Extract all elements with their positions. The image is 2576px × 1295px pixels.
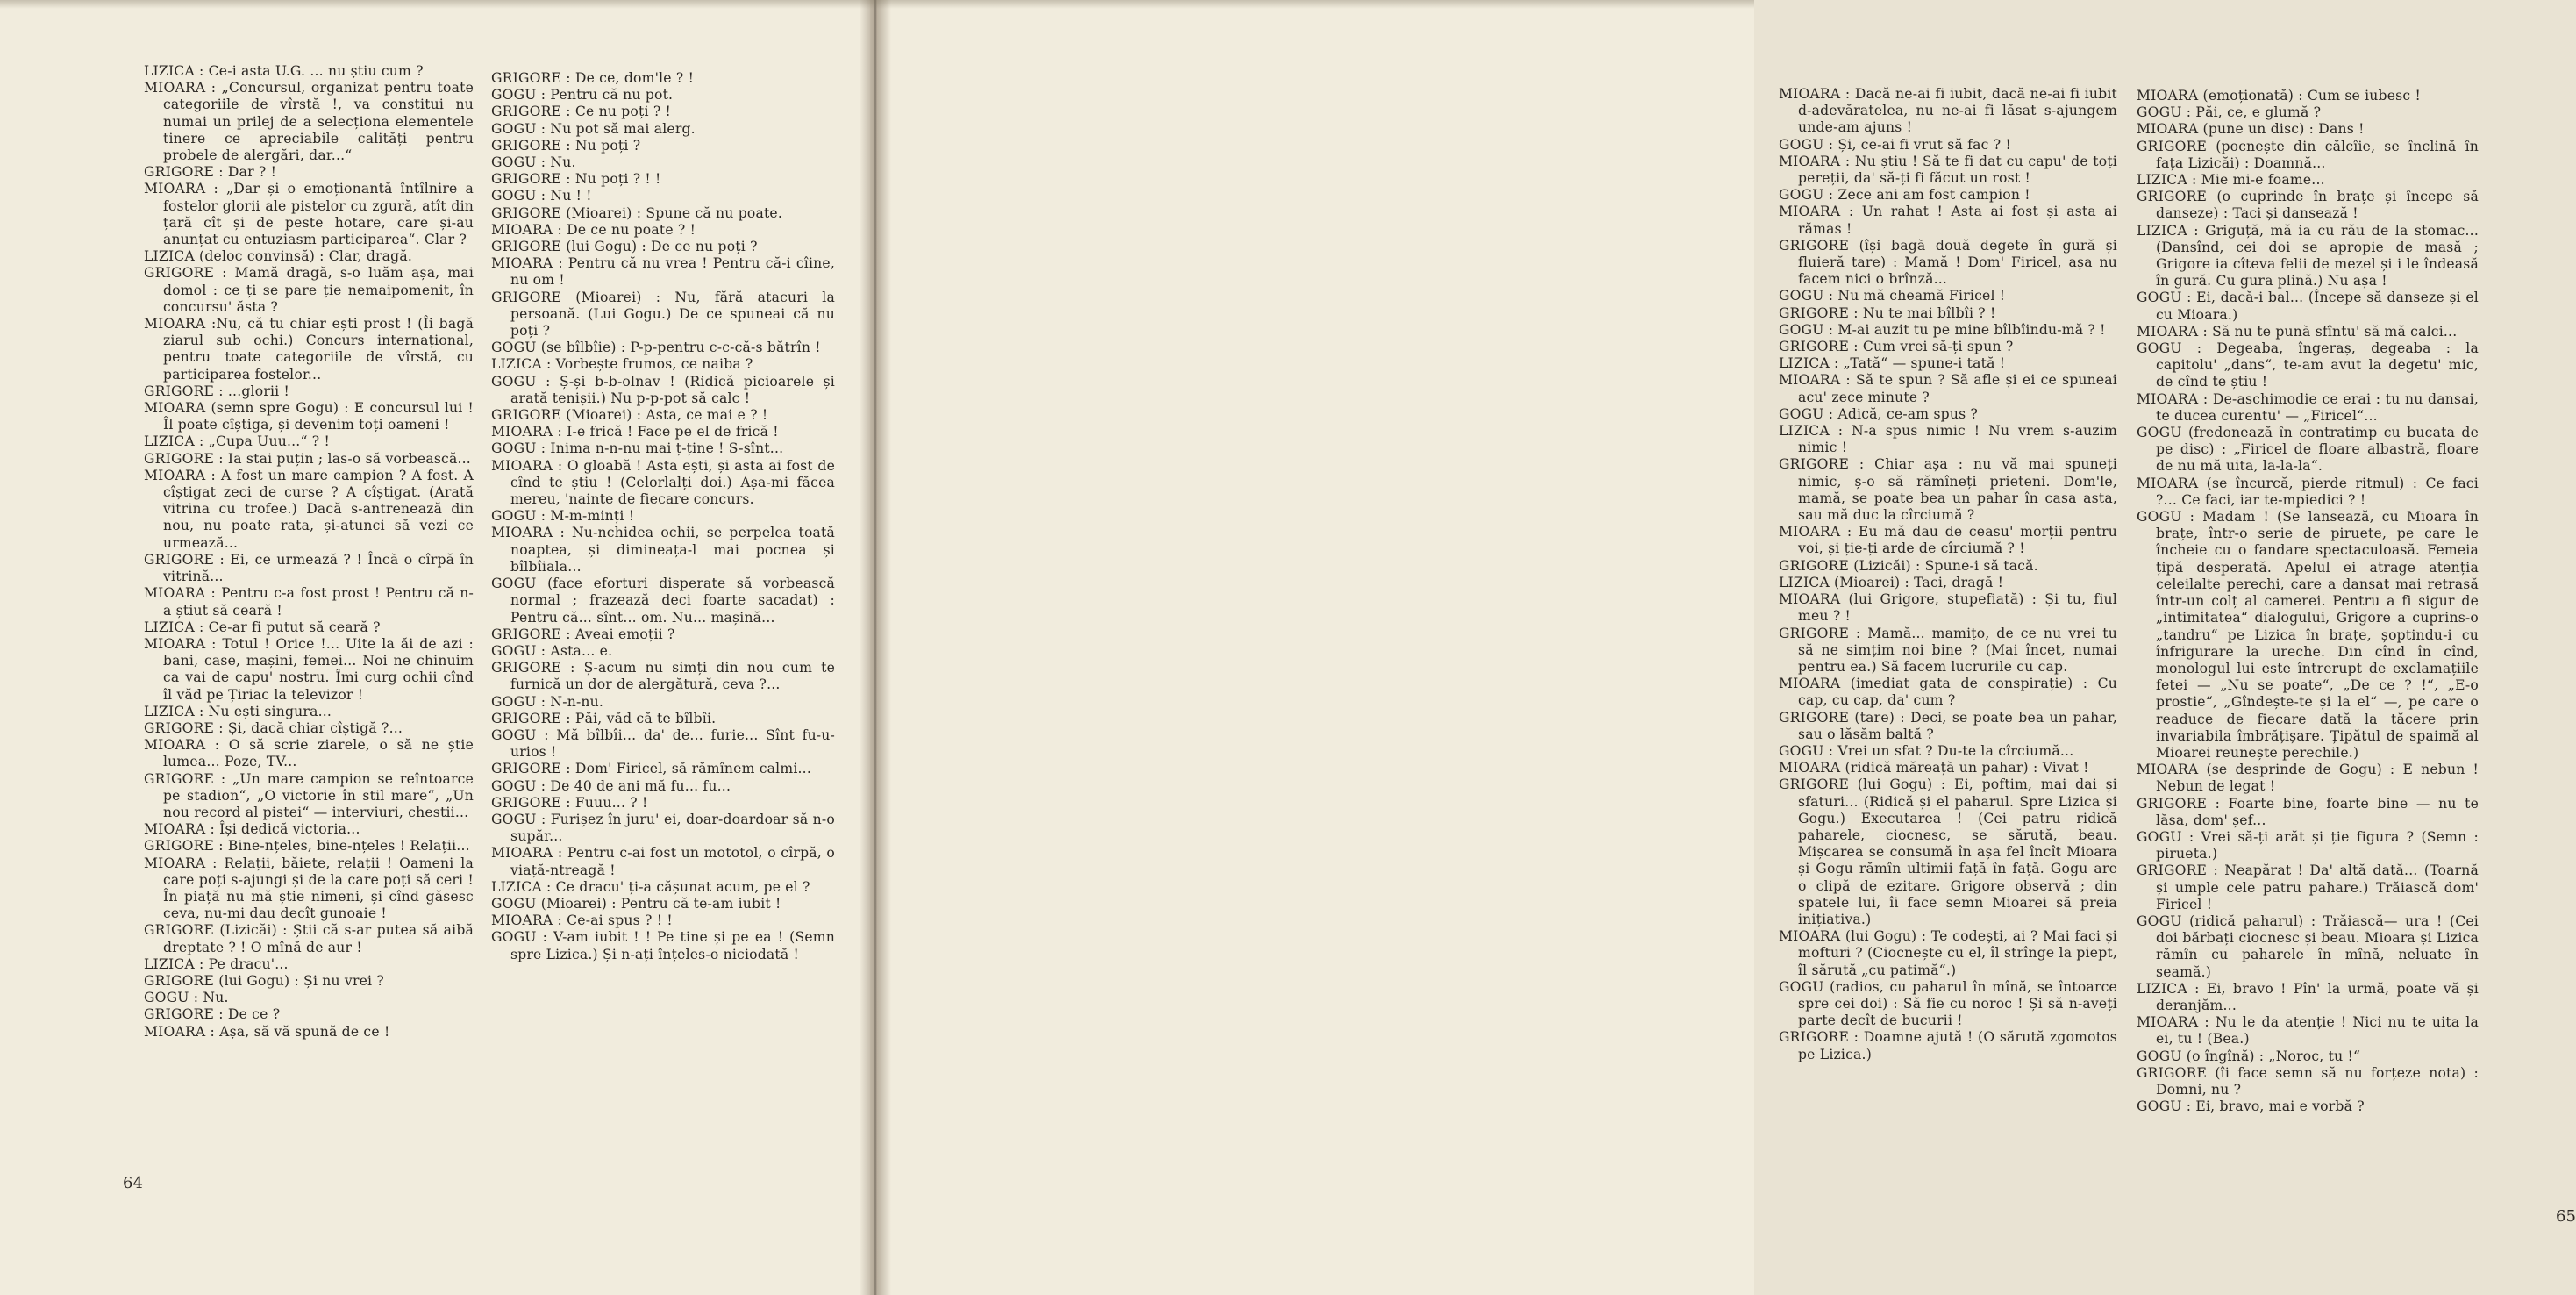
dialogue-line: GRIGORE : Mamă dragă, s-o luăm așa, mai domol : ce ți se pare ție nemaipomenit, în concursu' ăsta ? [144, 265, 474, 315]
dialogue-line: MIOARA : Așa, să vă spună de ce ! [144, 1023, 390, 1040]
dialogue-line: LIZICA : „Cupa Uuu...“ ? ! [144, 433, 330, 450]
dialogue-line: MIOARA : Își dedică victoria... [144, 821, 360, 838]
dialogue-line: GRIGORE : Neapărat ! Da' altă dată... (Toarnă și umple cele patru pahare.) Trăiască dom' Firicel ! [2137, 862, 2479, 912]
dialogue-line: LIZICA : Ei, bravo ! Pîn' la urmă, poate vă și deranjăm... [2137, 980, 2479, 1013]
dialogue-line: GOGU : Madam ! (Se lansează, cu Mioara în brațe, într-o serie de piruete, pe care le încheie cu o fandare spectaculoasă. Femeia țipă desperată. Apelul ei atrage atenția celeilalte perechi, care a dansat mai retrasă într-un colț al camerei. Pentru a fi sigur de „intimitatea“ dialogului, Grigore a cuprins-o „tandru“ pe Lizica în brațe, șoptindu-i cu înfrigurare la ureche. Din cînd în cînd, monologul lui este întrerupt de exclamațiile fetei — „Nu se poate“, „De ce ? !“, „E-o prostie“, „Gîndește-te și la el“ —, pe care o readuce de fiecare dată la tăcere prin invariabila îmbrățișare. Țipătul de spaimă al Mioarei reunește perechile.) [2137, 509, 2479, 761]
dialogue-line: GRIGORE (Mioarei) : Spune că nu poate. [491, 204, 783, 221]
dialogue-line: LIZICA : Ce-i asta U.G. ... nu știu cum ? [144, 63, 424, 79]
dialogue-line: GOGU : Nu pot să mai alerg. [491, 120, 696, 137]
dialogue-line: GOGU : Asta... e. [491, 642, 613, 659]
dialogue-line: GOGU : Pentru că nu pot. [491, 87, 674, 104]
dialogue-line: MIOARA (ridică măreață un pahar) : Vivat ! [1779, 760, 2089, 776]
dialogue-line: GRIGORE : Ce nu poți ? ! [491, 104, 672, 120]
dialogue-line: GRIGORE : Păi, văd că te bîlbîi. [491, 710, 717, 726]
dialogue-line: GOGU : Zece ani am fost campion ! [1779, 187, 2030, 204]
dialogue-line: GRIGORE : Fuuu... ? ! [491, 794, 648, 811]
dialogue-line: GOGU : Mă bîlbîi... da' de... furie... Sînt fu-u-urios ! [491, 726, 835, 761]
dialogue-line: GRIGORE (lui Gogu) : Ei, poftim, mai dai și sfaturi... (Ridică și el paharul. Spre Lizica și Gogu.) Executarea ! (Cei patru ridică paharele, ciocnesc, se sărută, beau. Mișcarea se consumă în așa fel încît Mioara și Gogu rămîn ultimii față în față. Gogu are o clipă de ezitare. Grigore observă ; din spatele lui, îi face semn Mioarei să preia inițiativa.) [1779, 776, 2117, 927]
dialogue-line: MIOARA (emoționată) : Cum se iubesc ! [2137, 88, 2421, 104]
dialogue-line: GOGU : Ș-și b-b-olnav ! (Ridică picioarele și arată tenișii.) Nu p-p-pot să calc ! [491, 373, 835, 406]
dialogue-line: GOGU (se bîlbîie) : P-p-pentru c-c-că-s bătrîn ! [491, 340, 821, 356]
page-number-right: 65 [2556, 1207, 2576, 1226]
dialogue-line: GOGU : M-ai auzit tu pe mine bîlbîindu-mă ? ! [1779, 321, 2106, 338]
dialogue-line: MIOARA : Nu-nchidea ochii, se perpelea toată noaptea, și dimineața-l mai pocnea și bîlbîiala... [491, 525, 835, 575]
dialogue-line: GOGU : N-n-nu. [491, 693, 604, 710]
dialogue-line: GOGU : Păi, ce, e glumă ? [2137, 104, 2322, 121]
dialogue-line: MIOARA : Totul ! Orice !... Uite la ăi de azi : bani, case, mașini, femei... Noi ne chinuim ca vai de capu' nostru. Îmi curg ochii cînd îl văd pe Țiriac la televizor ! [144, 635, 474, 703]
dialogue-line: MIOARA (lui Gogu) : Te codești, ai ? Mai faci și mofturi ? (Ciocnește cu el, îl strînge la piept, îl sărută „cu patimă“.) [1779, 928, 2117, 978]
dialogue-line: GRIGORE : Aveai emoții ? [491, 626, 675, 642]
dialogue-line: MIOARA : Relații, băiete, relații ! Oameni la care poți s-ajungi și de la care poți să ceri ! În piață nu mă știe nimeni, și cînd găsesc ceva, nu-mi dau decît gunoaie ! [144, 855, 474, 922]
dialogue-line: GOGU (radios, cu paharul în mînă, se întoarce spre cei doi) : Să fie cu noroc ! Și să n-aveți parte decît de bucurii ! [1779, 978, 2117, 1029]
dialogue-line: GRIGORE : „Un mare campion se reîntoarce pe stadion“, „O victorie în stil mare“, „Un nou record al pistei“ — interviuri, chestii... [144, 770, 474, 820]
dialogue-line: MIOARA : A fost un mare campion ? A fost. A cîștigat zeci de curse ? A cîștigat. (Arată vitrina cu trofee.) Dacă s-antrenează din nou, nu poate rata, și-atunci să vezi ce urmează... [144, 467, 474, 551]
dialogue-line: LIZICA : Vorbește frumos, ce naiba ? [491, 356, 753, 373]
dialogue-line: MIOARA : Nu le da atenție ! Nici nu te uita la ei, tu ! (Bea.) [2137, 1014, 2479, 1048]
dialogue-line: MIOARA (imediat gata de conspirație) : Cu cap, cu cap, da' cum ? [1779, 676, 2117, 709]
dialogue-line: GOGU : Degeaba, îngeraș, degeaba : la capitolu' „dans“, te-am avut la degetu' mic, de cînd te știu ! [2137, 340, 2479, 390]
dialogue-line: GRIGORE : Ei, ce urmează ? ! Încă o cîrpă în vitrină... [144, 551, 474, 585]
dialogue-line: GOGU : Ei, bravo, mai e vorbă ? [2137, 1098, 2365, 1115]
dialogue-line: MIOARA : Un rahat ! Asta ai fost și asta ai rămas ! [1779, 204, 2117, 237]
dialogue-line: GRIGORE : Doamne ajută ! (O sărută zgomotos pe Lizica.) [1779, 1029, 2117, 1062]
dialogue-line: MIOARA : De-aschimodie ce erai : tu nu dansai, te ducea curentu' — „Firicel“... [2137, 390, 2479, 424]
dialogue-line: LIZICA (Mioarei) : Taci, dragă ! [1779, 574, 2004, 590]
left-page [0, 0, 870, 1295]
dialogue-line: MIOARA : Să te spun ? Să afle și ei ce spuneai acu' zece minute ? [1779, 372, 2117, 405]
dialogue-line: GOGU (Mioarei) : Pentru că te-am iubit ! [491, 895, 781, 912]
dialogue-line: LIZICA : „Tată“ — spune-i tată ! [1779, 355, 2006, 372]
dialogue-line: GRIGORE : Nu poți ? ! ! [491, 171, 661, 188]
dialogue-line: MIOARA : Să nu te pună sfîntu' să mă calci... [2137, 323, 2458, 340]
dialogue-line: GOGU : M-m-minți ! [491, 508, 635, 525]
dialogue-line: MIOARA : Eu mă dau de ceasu' morții pentru voi, și ție-ți arde de cîrciumă ? ! [1779, 524, 2117, 557]
dialogue-line: GRIGORE : Dom' Firicel, să rămînem calmi... [491, 761, 811, 777]
dialogue-line: GRIGORE : Nu poți ? [491, 137, 641, 154]
dialogue-line: MIOARA : Nu știu ! Să te fi dat cu capu' de toți pereții, da' să-ți fi făcut un rost ! [1779, 153, 2117, 187]
dialogue-line: GOGU : De 40 de ani mă fu... fu... [491, 777, 731, 794]
dialogue-line: LIZICA : Ce-ar fi putut să ceară ? [144, 619, 381, 635]
dialogue-line: GRIGORE : Mamă... mamițo, de ce nu vrei tu să ne simțim noi bine ? (Mai încet, numai pentru ea.) Să facem lucrurile cu cap. [1779, 625, 2117, 675]
dialogue-line: GRIGORE : ...glorii ! [144, 383, 289, 399]
dialogue-line: GRIGORE (Lizicăi) : Spune-i să tacă. [1779, 557, 2038, 574]
dialogue-line: GOGU (ridică paharul) : Trăiască— ura ! (Cei doi bărbați ciocnesc și beau. Mioara și Lizica rămîn cu paharele în mînă, neluate în seamă.) [2137, 912, 2479, 980]
dialogue-line: MIOARA : Pentru c-ai fost un mototol, o cîrpă, o viață-ntreagă ! [491, 845, 835, 878]
dialogue-line: GRIGORE : Ș-acum nu simți din nou cum te furnică un dor de alergătură, ceva ?... [491, 660, 835, 693]
dialogue-line: GOGU : Nu ! ! [491, 188, 592, 204]
dialogue-line: GOGU : Nu. [491, 154, 576, 171]
dialogue-line: GOGU (face eforturi disperate să vorbească normal ; frazează deci foarte sacadat) : Pentru că... sînt... om. Nu... mașină... [491, 576, 835, 626]
dialogue-line: GRIGORE (o cuprinde în brațe și începe să danseze) : Taci și dansează ! [2137, 189, 2479, 222]
dialogue-line: LIZICA : Mie mi-e foame... [2137, 172, 2325, 189]
dialogue-line: GOGU : Nu mă cheamă Firicel ! [1779, 288, 2006, 304]
dialogue-line: MIOARA (lui Grigore, stupefiată) : Și tu, fiul meu ? ! [1779, 591, 2117, 625]
dialogue-line: GOGU : Nu. [144, 990, 229, 1006]
dialogue-line: GRIGORE : Și, dacă chiar cîștigă ?... [144, 719, 403, 736]
dialogue-line: GRIGORE : Chiar așa : nu vă mai spuneți nimic, ș-o să rămîneți prieteni. Dom'le, mamă, se poate bea un pahar în casa asta, sau mă duc la cîrciumă ? [1779, 456, 2117, 524]
dialogue-line: GRIGORE (Lizicăi) : Știi că s-ar putea să aibă dreptate ? ! O mînă de aur ! [144, 922, 474, 955]
dialogue-line: GOGU (o îngînă) : „Noroc, tu !“ [2137, 1048, 2361, 1064]
dialogue-line: MIOARA : O gloabă ! Asta ești, și asta ai fost de cînd te știu ! (Celorlalți doi.) Așa-mi făcea mereu, 'nainte de fiecare concurs. [491, 457, 835, 508]
dialogue-line: MIOARA : Dacă ne-ai fi iubit, dacă ne-ai fi iubit d-adevăratelea, nu ne-ai fi lăsat s-ajungem unde-am ajuns ! [1779, 86, 2117, 136]
dialogue-line: LIZICA : N-a spus nimic ! Nu vrem s-auzim nimic ! [1779, 423, 2117, 456]
page-number-left: 64 [123, 1174, 143, 1192]
dialogue-line: MIOARA : I-e frică ! Face pe el de frică ! [491, 424, 779, 440]
dialogue-line: GRIGORE : De ce ? [144, 1006, 281, 1023]
dialogue-line: GOGU : Furișez în juru' ei, doar-doardoar să n-o supăr... [491, 811, 835, 845]
dialogue-line: MIOARA : „Dar și o emoționantă întîlnire a fostelor glorii ale pistelor cu zgură, atît din țară cît și de peste hotare, care și-au anunțat cu entuziasm participarea“. Clar ? [144, 181, 474, 248]
dialogue-line: LIZICA : Ce dracu' ți-a cășunat acum, pe el ? [491, 878, 810, 895]
dialogue-line: GRIGORE : Ia stai puțin ; las-o să vorbească... [144, 450, 471, 467]
dialogue-line: MIOARA : Ce-ai spus ? ! ! [491, 912, 673, 929]
dialogue-line: LIZICA : Nu ești singura... [144, 703, 332, 719]
dialogue-line: GRIGORE : Foarte bine, foarte bine — nu te lăsa, dom' șef... [2137, 795, 2479, 828]
dialogue-line: GOGU : Inima n-n-nu mai ț-ține ! S-sînt... [491, 440, 784, 457]
dialogue-line: GRIGORE : Nu te mai bîlbîi ? ! [1779, 304, 1996, 321]
dialogue-line: GRIGORE (tare) : Deci, se poate bea un pahar, sau o lăsăm baltă ? [1779, 709, 2117, 742]
dialogue-line: GRIGORE : Dar ? ! [144, 164, 277, 181]
dialogue-line: GOGU : Adică, ce-am spus ? [1779, 405, 1978, 422]
right-page [877, 0, 2576, 1295]
right-page-column-1 [1779, 86, 2117, 1063]
book-gutter [860, 0, 891, 1295]
dialogue-line: GOGU (fredonează în contratimp cu bucata de pe disc) : „Firicel de floare albastră, floare de nu mă uita, la-la-la“. [2137, 425, 2479, 475]
dialogue-line: GRIGORE : Bine-nțeles, bine-nțeles ! Relații... [144, 838, 470, 855]
dialogue-line: GOGU : V-am iubit ! ! Pe tine și pe ea ! (Semn spre Lizica.) Și n-ați înțeles-o niciodată ! [491, 929, 835, 962]
dialogue-line: MIOARA : De ce nu poate ? ! [491, 221, 696, 238]
dialogue-line: GRIGORE (îi face semn să nu forțeze nota) : Domni, nu ? [2137, 1064, 2479, 1098]
dialogue-line: GRIGORE (își bagă două degete în gură și fluieră tare) : Mamă ! Dom' Firicel, așa nu facem nici o brînză... [1779, 237, 2117, 288]
dialogue-line: GOGU : Vrei să-ți arăt și ție figura ? (Semn : pirueta.) [2137, 828, 2479, 862]
dialogue-line: MIOARA : Pentru c-a fost prost ! Pentru că n-a știut să ceară ! [144, 585, 474, 619]
dialogue-line: GRIGORE : De ce, dom'le ? ! [491, 70, 695, 86]
dialogue-line: GOGU : Vrei un sfat ? Du-te la cîrciumă... [1779, 742, 2074, 759]
dialogue-line: MIOARA : Pentru că nu vrea ! Pentru că-i cîine, nu om ! [491, 255, 835, 289]
dialogue-line: GRIGORE (Mioarei) : Asta, ce mai e ? ! [491, 407, 768, 424]
dialogue-line: MIOARA : O să scrie ziarele, o să ne știe lumea... Poze, TV... [144, 737, 474, 770]
dialogue-line: MIOARA (pune un disc) : Dans ! [2137, 121, 2365, 138]
page-top-edge [0, 0, 1754, 9]
dialogue-line: LIZICA (deloc convinsă) : Clar, dragă. [144, 248, 413, 265]
dialogue-line: MIOARA (semn spre Gogu) : E concursul lui ! Îl poate cîștiga, și devenim toți oameni ! [144, 400, 474, 433]
dialogue-line: GOGU : Ei, dacă-i bal... (Începe să danseze și el cu Mioara.) [2137, 290, 2479, 323]
dialogue-line: GRIGORE (lui Gogu) : Și nu vrei ? [144, 972, 384, 989]
dialogue-line: GRIGORE : Cum vrei să-ți spun ? [1779, 339, 2014, 355]
dialogue-line: GRIGORE (pocnește din călcîie, se înclină în fața Lizicăi) : Doamnă... [2137, 138, 2479, 171]
dialogue-line: GRIGORE (lui Gogu) : De ce nu poți ? [491, 239, 758, 255]
dialogue-line: GOGU : Și, ce-ai fi vrut să fac ? ! [1779, 136, 2011, 153]
dialogue-line: MIOARA : „Concursul, organizat pentru toate categoriile de vîrstă !, va constitui nu numai un prilej de a selecționa elementele tinere ce apreciabile calități pentru probele de alergări, dar...“ [144, 80, 474, 164]
dialogue-line: GRIGORE (Mioarei) : Nu, fără atacuri la persoană. (Lui Gogu.) De ce spuneai că nu poți ? [491, 289, 835, 340]
dialogue-line: MIOARA :Nu, că tu chiar ești prost ! (Îi bagă ziarul sub ochi.) Concurs internațional, pentru toate categoriile de vîrstă, cu participarea fostelor... [144, 316, 474, 383]
left-page-column-2 [491, 70, 835, 963]
dialogue-line: MIOARA (se desprinde de Gogu) : E nebun ! Nebun de legat ! [2137, 762, 2479, 795]
right-page-column-2 [2137, 88, 2479, 1115]
dialogue-line: MIOARA (se încurcă, pierde ritmul) : Ce faci ?... Ce faci, iar te-mpiedici ? ! [2137, 475, 2479, 508]
left-page-column-1 [144, 63, 474, 1041]
dialogue-line: LIZICA : Griguță, mă ia cu rău de la stomac... (Dansînd, cei doi se apropie de masă ; Grigore ia cîteva felii de mezel și i le îndeasă în gură. Cu gura plină.) Nu așa ! [2137, 222, 2479, 290]
dialogue-line: LIZICA : Pe dracu'... [144, 955, 289, 972]
